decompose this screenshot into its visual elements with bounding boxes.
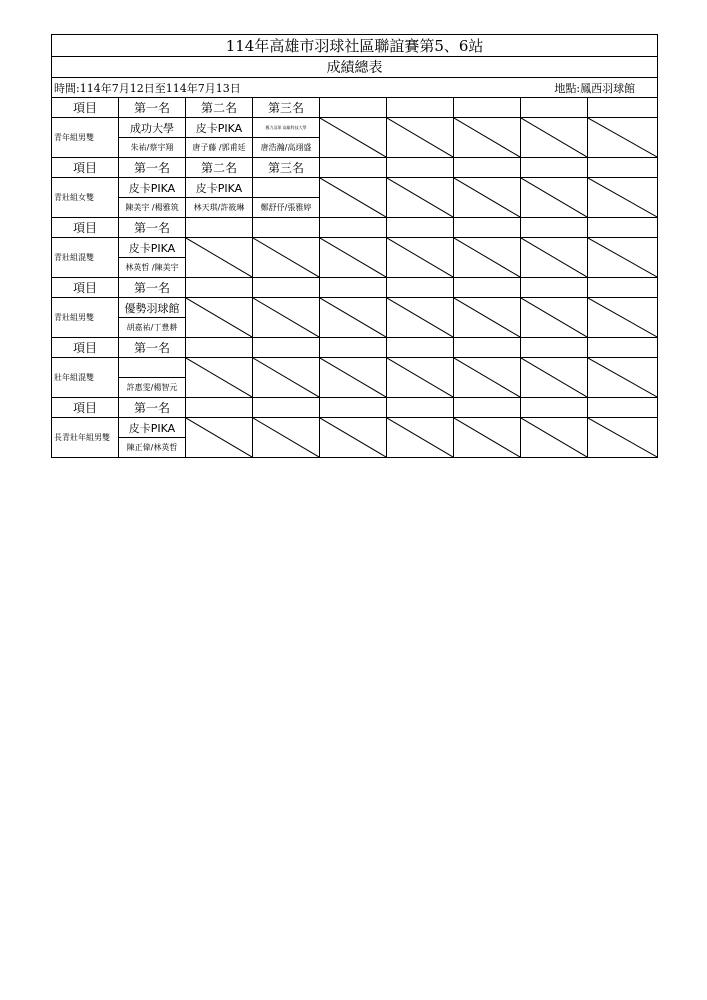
diagonal-line	[320, 118, 386, 157]
section-club-row	[52, 238, 658, 258]
item-header: 項目	[52, 158, 119, 178]
rank-header: 第一名	[119, 338, 186, 358]
empty-cell	[454, 358, 521, 398]
club-name: 鳳力羽球 高雄科技大學	[253, 118, 320, 138]
category-label: 青壯組混雙	[52, 238, 119, 278]
page-subtitle: 成績總表	[52, 57, 658, 78]
empty-header-cell	[186, 278, 253, 298]
empty-cell	[521, 178, 588, 218]
section-header-row	[52, 98, 658, 118]
diagonal-line	[387, 178, 453, 217]
club-name: 成功大學	[119, 118, 186, 138]
empty-cell	[387, 238, 454, 278]
empty-header-cell	[454, 158, 521, 178]
item-header: 項目	[52, 278, 119, 298]
diagonal-line	[588, 178, 657, 217]
empty-header-cell	[387, 158, 454, 178]
empty-cell	[521, 418, 588, 458]
empty-cell	[521, 238, 588, 278]
empty-header-cell	[320, 218, 387, 238]
empty-header-cell	[253, 278, 320, 298]
item-header: 項目	[52, 398, 119, 418]
diagonal-line	[521, 238, 587, 277]
empty-cell	[454, 238, 521, 278]
diagonal-line	[186, 238, 252, 277]
empty-cell	[454, 418, 521, 458]
player-names: 許惠雯/楊智元	[119, 378, 186, 398]
empty-cell	[588, 418, 658, 458]
diagonal-line	[521, 178, 587, 217]
section-club-row	[52, 358, 658, 378]
diagonal-line	[387, 418, 453, 457]
diagonal-line	[521, 118, 587, 157]
empty-header-cell	[588, 98, 658, 118]
diagonal-line	[588, 238, 657, 277]
empty-cell	[253, 418, 320, 458]
club-name: 皮卡PIKA	[186, 178, 253, 198]
empty-header-cell	[454, 338, 521, 358]
empty-cell	[320, 238, 387, 278]
category-label: 青壯組女雙	[52, 178, 119, 218]
time-label: 時間:114年7月12日至114年7月13日	[54, 81, 241, 95]
section-header-row	[52, 338, 658, 358]
section-club-row	[52, 418, 658, 438]
empty-header-cell	[588, 398, 658, 418]
section-club-row	[52, 178, 658, 198]
empty-cell	[253, 358, 320, 398]
diagonal-line	[588, 358, 657, 397]
empty-header-cell	[588, 218, 658, 238]
diagonal-line	[387, 238, 453, 277]
empty-header-cell	[320, 158, 387, 178]
empty-cell	[588, 118, 658, 158]
diagonal-line	[186, 358, 252, 397]
club-name: 皮卡PIKA	[119, 238, 186, 258]
rank-header: 第一名	[119, 278, 186, 298]
club-name: 皮卡PIKA	[119, 178, 186, 198]
empty-header-cell	[320, 398, 387, 418]
empty-cell	[320, 178, 387, 218]
diagonal-line	[454, 358, 520, 397]
empty-header-cell	[521, 338, 588, 358]
empty-header-cell	[387, 98, 454, 118]
diagonal-line	[186, 298, 252, 337]
empty-cell	[387, 118, 454, 158]
empty-header-cell	[253, 218, 320, 238]
diagonal-line	[387, 298, 453, 337]
empty-header-cell	[521, 158, 588, 178]
club-name: 皮卡PIKA	[119, 418, 186, 438]
diagonal-line	[253, 418, 319, 457]
empty-cell	[387, 358, 454, 398]
category-label: 長青壯年組男雙	[52, 418, 119, 458]
diagonal-line	[588, 418, 657, 457]
empty-cell	[521, 118, 588, 158]
empty-header-cell	[387, 278, 454, 298]
diagonal-line	[320, 178, 386, 217]
empty-cell	[454, 298, 521, 338]
diagonal-line	[253, 238, 319, 277]
item-header: 項目	[52, 218, 119, 238]
empty-cell	[320, 298, 387, 338]
category-label: 壯年組混雙	[52, 358, 119, 398]
empty-cell	[387, 418, 454, 458]
club-name: 皮卡PIKA	[186, 118, 253, 138]
diagonal-line	[253, 358, 319, 397]
empty-header-cell	[253, 338, 320, 358]
empty-header-cell	[186, 218, 253, 238]
category-label: 青壯組男雙	[52, 298, 119, 338]
venue-label: 地點:鳳西羽球館	[554, 81, 636, 95]
empty-cell	[588, 298, 658, 338]
empty-header-cell	[320, 338, 387, 358]
empty-cell	[186, 418, 253, 458]
diagonal-line	[454, 118, 520, 157]
empty-header-cell	[521, 98, 588, 118]
rank-header: 第一名	[119, 398, 186, 418]
diagonal-line	[588, 298, 657, 337]
diagonal-line	[521, 358, 587, 397]
club-name	[119, 358, 186, 378]
diagonal-line	[521, 418, 587, 457]
section-club-row	[52, 298, 658, 318]
diagonal-line	[253, 298, 319, 337]
diagonal-line	[320, 418, 386, 457]
empty-cell	[186, 358, 253, 398]
rank-header: 第一名	[119, 218, 186, 238]
empty-header-cell	[521, 218, 588, 238]
empty-header-cell	[588, 338, 658, 358]
empty-cell	[320, 358, 387, 398]
empty-cell	[253, 298, 320, 338]
section-header-row	[52, 398, 658, 418]
empty-cell	[454, 118, 521, 158]
diagonal-line	[387, 118, 453, 157]
diagonal-line	[186, 418, 252, 457]
diagonal-line	[454, 298, 520, 337]
empty-header-cell	[454, 278, 521, 298]
category-label: 青年組男雙	[52, 118, 119, 158]
rank-header: 第一名	[119, 98, 186, 118]
diagonal-line	[454, 238, 520, 277]
empty-header-cell	[186, 338, 253, 358]
empty-cell	[186, 238, 253, 278]
empty-header-cell	[588, 158, 658, 178]
section-header-row	[52, 218, 658, 238]
item-header: 項目	[52, 338, 119, 358]
section-header-row	[52, 278, 658, 298]
empty-header-cell	[387, 218, 454, 238]
empty-cell	[320, 118, 387, 158]
rank-header: 第一名	[119, 158, 186, 178]
empty-header-cell	[588, 278, 658, 298]
empty-header-cell	[454, 98, 521, 118]
empty-cell	[387, 298, 454, 338]
diagonal-line	[454, 178, 520, 217]
empty-header-cell	[320, 98, 387, 118]
empty-header-cell	[387, 398, 454, 418]
empty-header-cell	[454, 398, 521, 418]
empty-cell	[588, 358, 658, 398]
diagonal-line	[320, 358, 386, 397]
club-name: 優勢羽球館	[119, 298, 186, 318]
empty-header-cell	[186, 398, 253, 418]
player-names: 林天琪/許筱琳	[186, 198, 253, 218]
empty-cell	[521, 358, 588, 398]
diagonal-line	[320, 298, 386, 337]
diagonal-line	[387, 358, 453, 397]
empty-cell	[588, 178, 658, 218]
player-names: 胡嘉祐/丁豊耕	[119, 318, 186, 338]
player-names: 唐浩瀚/高翊盛	[253, 138, 320, 158]
page-title: 114年高雄市羽球社區聯誼賽第5、6站	[52, 35, 658, 57]
section-header-row	[52, 158, 658, 178]
player-names: 鄭舒伃/張雅婷	[253, 198, 320, 218]
club-name	[253, 178, 320, 198]
empty-header-cell	[521, 398, 588, 418]
empty-cell	[186, 298, 253, 338]
player-names: 朱祐/蔡宇翔	[119, 138, 186, 158]
rank-header: 第二名	[186, 98, 253, 118]
empty-header-cell	[253, 398, 320, 418]
diagonal-line	[521, 298, 587, 337]
empty-cell	[320, 418, 387, 458]
empty-header-cell	[387, 338, 454, 358]
empty-header-cell	[320, 278, 387, 298]
item-header: 項目	[52, 98, 119, 118]
empty-cell	[253, 238, 320, 278]
diagonal-line	[588, 118, 657, 157]
diagonal-line	[320, 238, 386, 277]
rank-header: 第三名	[253, 158, 320, 178]
empty-cell	[521, 298, 588, 338]
empty-cell	[588, 238, 658, 278]
info-row	[52, 78, 658, 98]
empty-cell	[387, 178, 454, 218]
results-table	[51, 34, 658, 458]
empty-cell	[454, 178, 521, 218]
player-names: 唐子藤 /郭甫廷	[186, 138, 253, 158]
rank-header: 第三名	[253, 98, 320, 118]
player-names: 陳美宇 /楊雅筑	[119, 198, 186, 218]
empty-header-cell	[454, 218, 521, 238]
section-club-row	[52, 118, 658, 138]
player-names: 陳正偉/林英哲	[119, 438, 186, 458]
player-names: 林英哲 /陳美宇	[119, 258, 186, 278]
rank-header: 第二名	[186, 158, 253, 178]
diagonal-line	[454, 418, 520, 457]
empty-header-cell	[521, 278, 588, 298]
